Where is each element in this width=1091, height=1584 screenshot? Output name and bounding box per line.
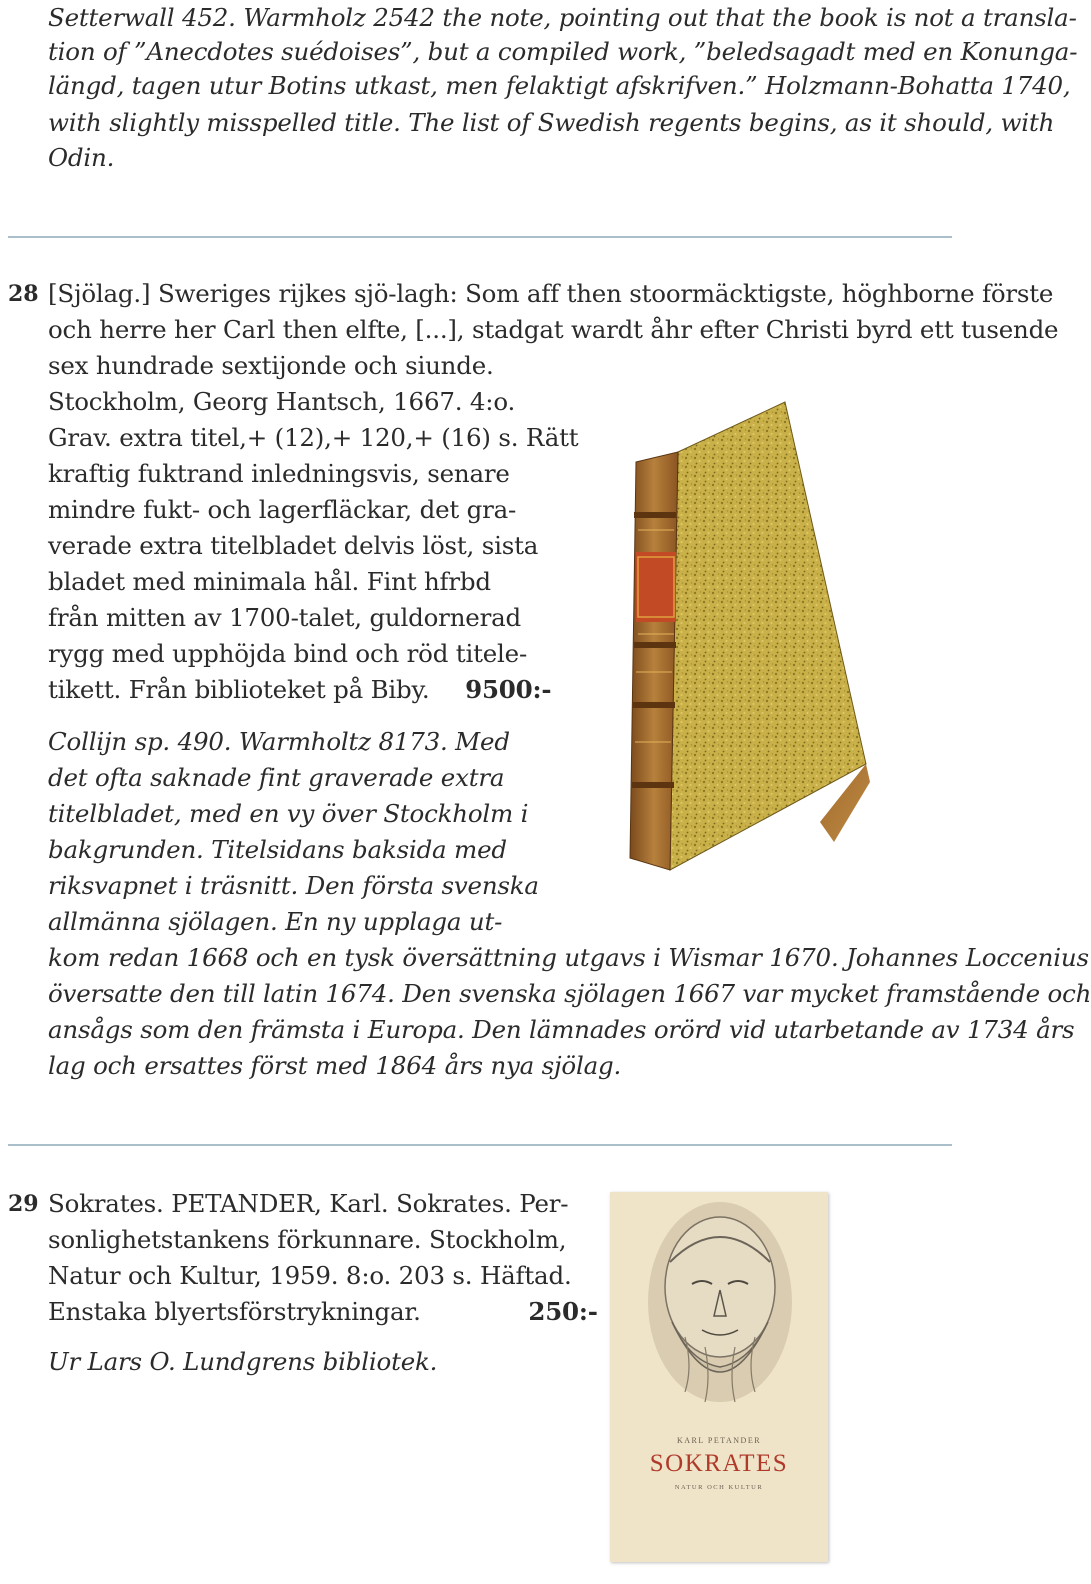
item-text-line: Natur och Kultur, 1959. 8:o. 203 s. Häftad. bbox=[48, 1261, 572, 1290]
top-note-line: längd, tagen utur Botins utkast, men felaktigt afskrifven.” Holzmann-Bohatta 1740, bbox=[48, 71, 1071, 100]
item-text-line: bladet med minimala hål. Fint hfrbd bbox=[48, 567, 491, 596]
item-text-line: Grav. extra titel,+ (12),+ 120,+ (16) s. Rätt bbox=[48, 423, 579, 452]
top-note-line: tion of ”Anecdotes suédoises”, but a compiled work, ”beledsagadt med en Konunga- bbox=[48, 37, 1078, 66]
item-note-line: ansågs som den främsta i Europa. Den lämnades orörd vid utarbetande av 1734 års bbox=[48, 1015, 1075, 1044]
cover-publisher: NATUR OCH KULTUR bbox=[674, 1484, 764, 1491]
item-note-line: översatte den till latin 1674. Den svenska sjölagen 1667 var mycket framstående och bbox=[48, 979, 1091, 1008]
item-text-line bbox=[48, 1294, 598, 1330]
sokrates-portrait-icon bbox=[610, 1192, 828, 1422]
item-text-line: och herre her Carl then elfte, [...], stadgat wardt åhr efter Christi byrd ett tusende bbox=[48, 315, 1059, 344]
item-price: 9500:- bbox=[465, 675, 552, 704]
section-divider bbox=[8, 1144, 952, 1146]
item-text-line bbox=[48, 672, 551, 708]
item-text-line: mindre fukt- och lagerfläckar, det gra- bbox=[48, 495, 517, 524]
item-note-line: Collijn sp. 490. Warmholtz 8173. Med bbox=[48, 727, 510, 756]
item-number: 28 bbox=[8, 281, 39, 307]
top-note-line: Odin. bbox=[48, 143, 115, 172]
top-note-line: with slightly misspelled title. The list of Swedish regents begins, as it should, with bbox=[48, 108, 1055, 137]
item-price: 250:- bbox=[528, 1297, 598, 1326]
item-note-line: det ofta saknade fint graverade extra bbox=[48, 763, 505, 792]
item-note-line: riksvapnet i träsnitt. Den första svenska bbox=[48, 871, 539, 900]
item-note-line: bakgrunden. Titelsidans baksida med bbox=[48, 835, 507, 864]
item-text-line-end: tikett. Från biblioteket på Biby. bbox=[48, 675, 430, 704]
item-text-line: kraftig fuktrand inledningsvis, senare bbox=[48, 459, 510, 488]
item-text-line: rygg med upphöjda bind och röd titele- bbox=[48, 639, 528, 668]
item-text-line: verade extra titelbladet delvis löst, sista bbox=[48, 531, 539, 560]
item-text-line: Stockholm, Georg Hantsch, 1667. 4:o. bbox=[48, 387, 516, 416]
item-text-line: [Sjölag.] Sweriges rijkes sjö-lagh: Som aff then stoormäcktigste, höghborne förste bbox=[48, 279, 1054, 308]
item-note-line: titelbladet, med en vy över Stockholm i bbox=[48, 799, 529, 828]
book-photo bbox=[630, 402, 890, 874]
item-text-line: från mitten av 1700-talet, guldornerad bbox=[48, 603, 521, 632]
item-note: Ur Lars O. Lundgrens bibliotek. bbox=[48, 1347, 438, 1376]
cover-title: SOKRATES bbox=[649, 1450, 789, 1477]
section-divider bbox=[8, 236, 952, 238]
item-text-line: sonlighetstankens förkunnare. Stockholm, bbox=[48, 1225, 567, 1254]
book-cover-photo bbox=[610, 1192, 828, 1562]
item-text-line-end: Enstaka blyertsförstrykningar. bbox=[48, 1297, 421, 1326]
cover-author: KARL PETANDER bbox=[676, 1436, 762, 1445]
item-number: 29 bbox=[8, 1191, 39, 1217]
item-note-line: kom redan 1668 och en tysk översättning utgavs i Wismar 1670. Johannes Loccenius bbox=[48, 943, 1089, 972]
item-text-line: sex hundrade sextijonde och siunde. bbox=[48, 351, 494, 380]
top-note-line: Setterwall 452. Warmholz 2542 the note, pointing out that the book is not a transla- bbox=[48, 3, 1077, 32]
item-note-line: allmänna sjölagen. En ny upplaga ut- bbox=[48, 907, 503, 936]
item-text-line: Sokrates. PETANDER, Karl. Sokrates. Per- bbox=[48, 1189, 569, 1218]
item-note-line: lag och ersattes först med 1864 års nya sjölag. bbox=[48, 1051, 622, 1080]
